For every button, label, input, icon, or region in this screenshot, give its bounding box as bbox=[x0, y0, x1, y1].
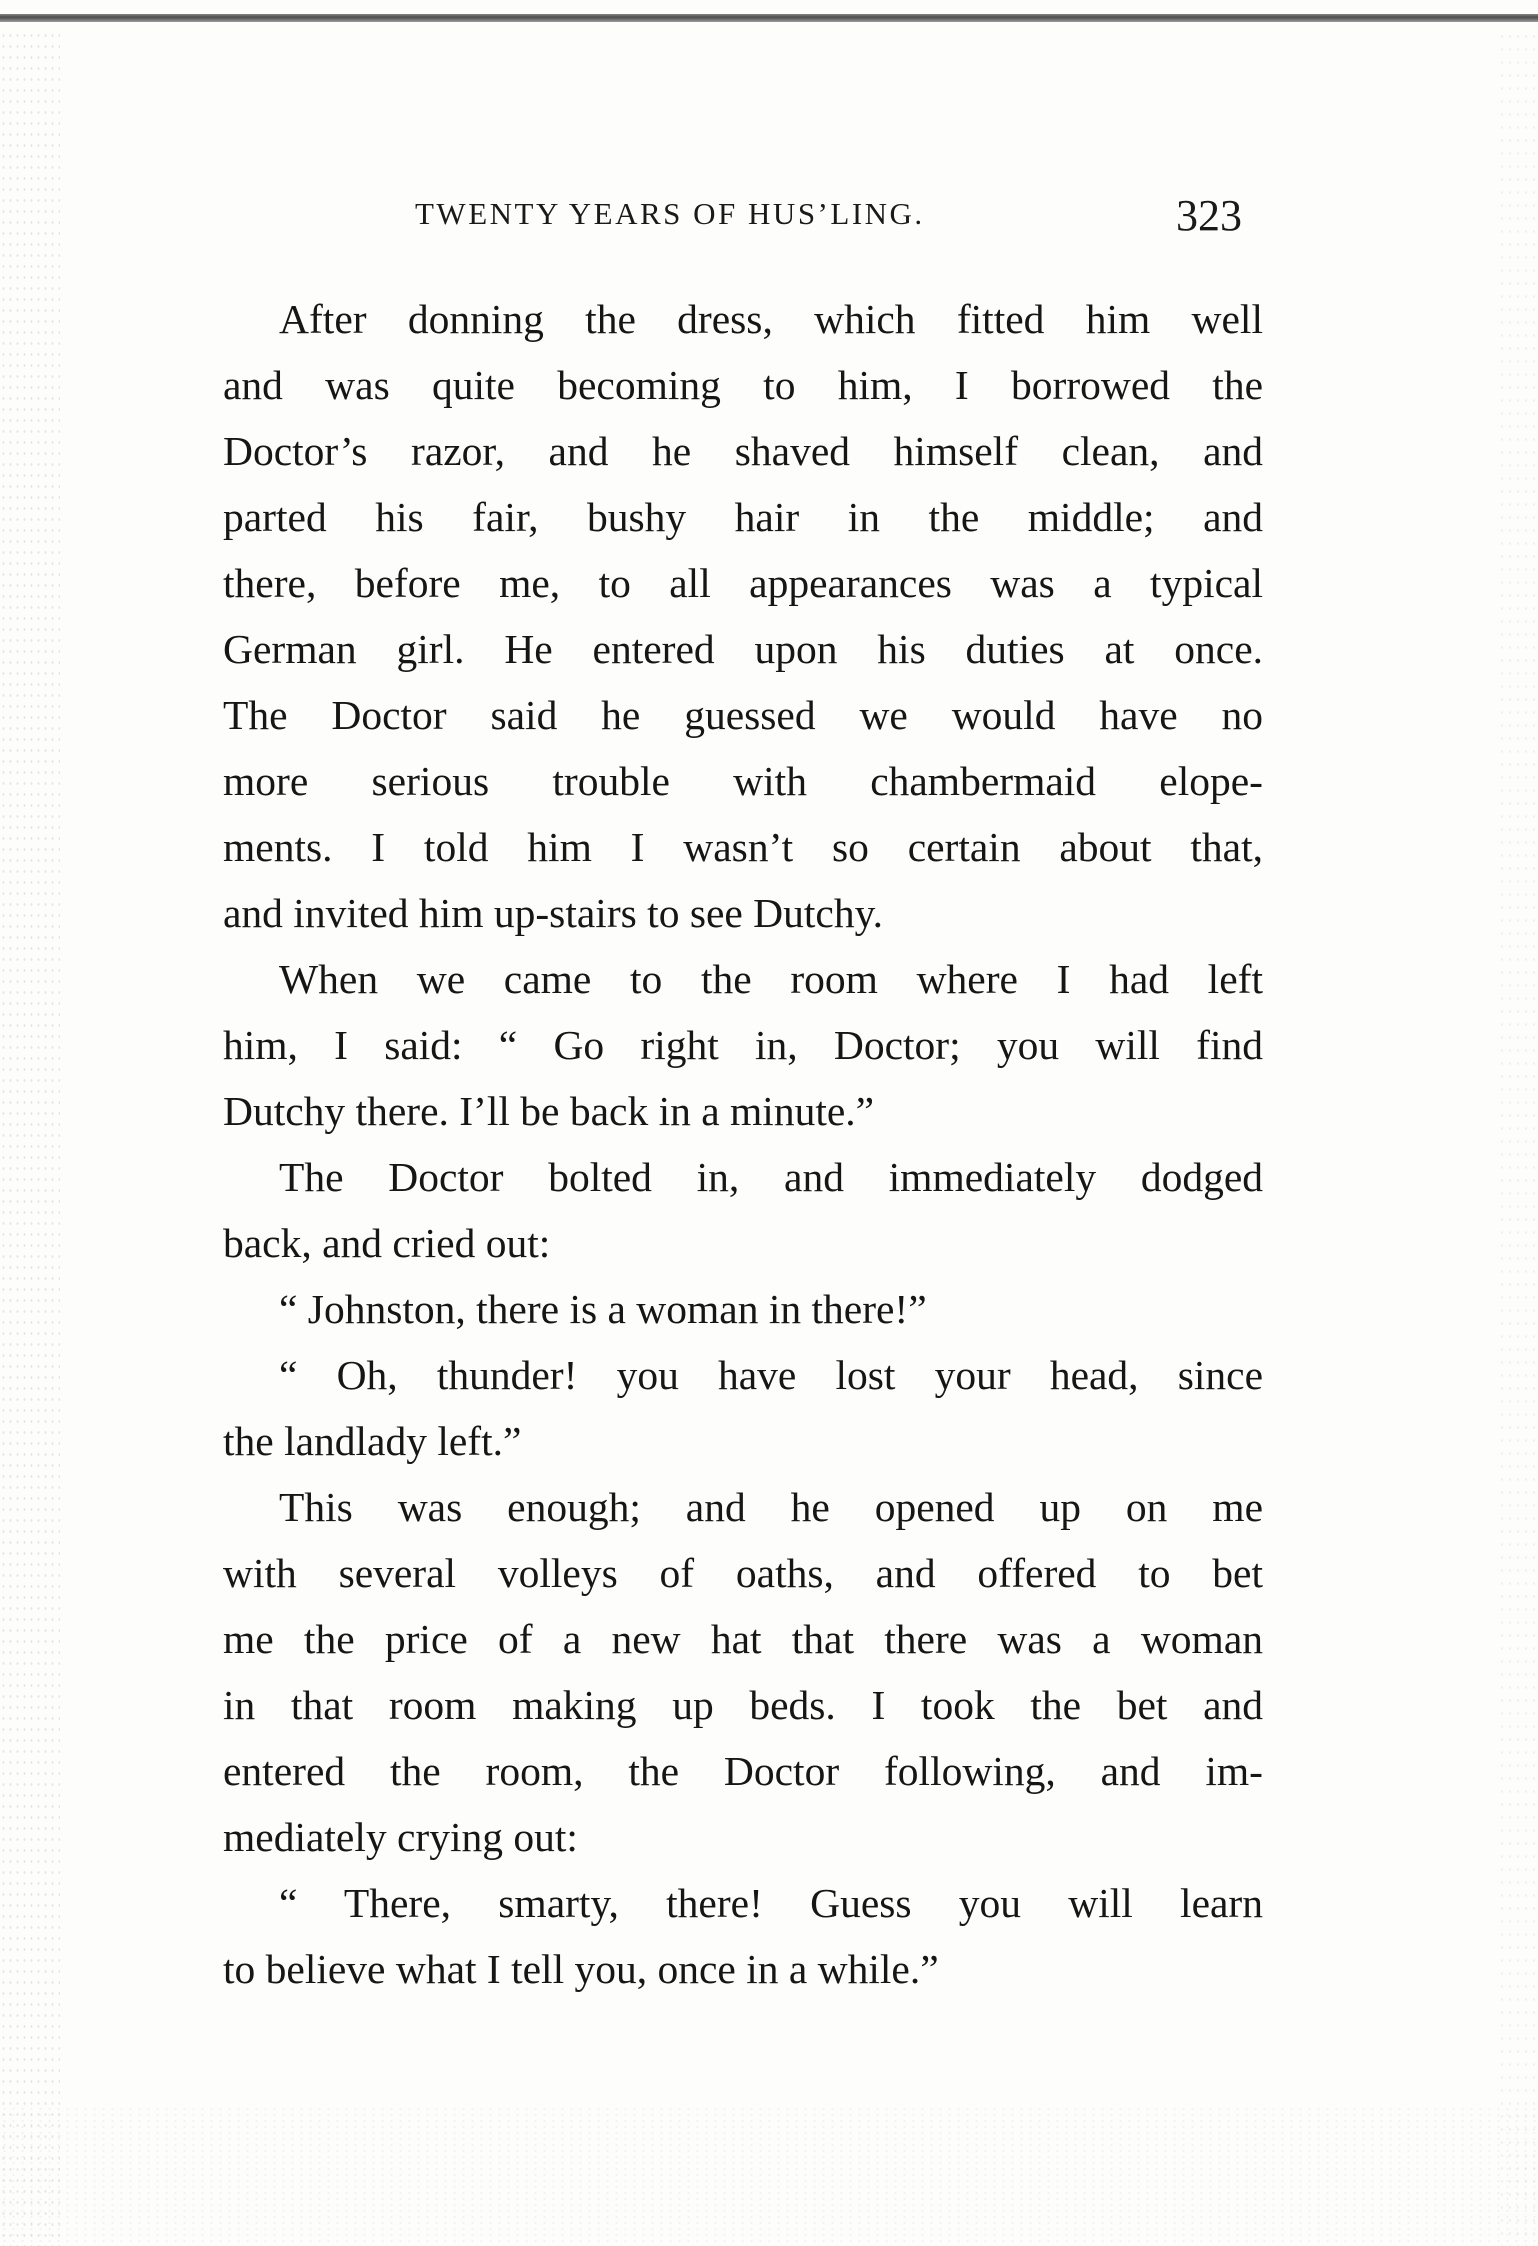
text-line: ments. I told him I wasn’t so certain about that, bbox=[223, 824, 1263, 870]
page-number: 323 bbox=[1176, 191, 1242, 240]
scan-noise-right bbox=[1498, 30, 1538, 2246]
scan-noise-bottom bbox=[0, 2106, 1538, 2246]
page-top-edge bbox=[0, 14, 1538, 22]
body-text bbox=[223, 286, 1263, 2002]
text-line: back, and cried out: bbox=[223, 1220, 551, 1266]
text-line: there, before me, to all appearances was a typical bbox=[223, 560, 1263, 606]
text-line: The Doctor said he guessed we would have no bbox=[223, 692, 1263, 738]
text-line: me the price of a new hat that there was a woman bbox=[223, 1616, 1263, 1662]
text-line: Dutchy there. I’ll be back in a minute.” bbox=[223, 1088, 875, 1134]
text-line: “ Oh, thunder! you have lost your head, since bbox=[279, 1352, 1263, 1398]
text-line: When we came to the room where I had left bbox=[279, 956, 1263, 1002]
text-line: and was quite becoming to him, I borrowed the bbox=[223, 362, 1263, 408]
scan-noise-left bbox=[0, 30, 60, 2246]
text-line: mediately crying out: bbox=[223, 1814, 578, 1860]
text-line: and invited him up-stairs to see Dutchy. bbox=[223, 890, 884, 936]
text-line: “ Johnston, there is a woman in there!” bbox=[279, 1286, 927, 1332]
text-line: entered the room, the Doctor following, and im- bbox=[223, 1748, 1263, 1794]
text-line: more serious trouble with chambermaid elope- bbox=[223, 758, 1263, 804]
text-line: parted his fair, bushy hair in the middle; and bbox=[223, 494, 1263, 540]
text-line: After donning the dress, which fitted him well bbox=[279, 296, 1263, 342]
text-line: in that room making up beds. I took the bet and bbox=[223, 1682, 1263, 1728]
text-line: the landlady left.” bbox=[223, 1418, 522, 1464]
text-line: Doctor’s razor, and he shaved himself clean, and bbox=[223, 428, 1263, 474]
text-line: with several volleys of oaths, and offered to bet bbox=[223, 1550, 1263, 1596]
running-title: TWENTY YEARS OF HUS’LING. bbox=[415, 196, 925, 231]
text-line: “ There, smarty, there! Guess you will learn bbox=[279, 1880, 1263, 1926]
text-line: to believe what I tell you, once in a while.” bbox=[223, 1946, 939, 1992]
text-line: The Doctor bolted in, and immediately dodged bbox=[279, 1154, 1263, 1200]
text-line: German girl. He entered upon his duties at once. bbox=[223, 626, 1263, 672]
text-line: him, I said: “ Go right in, Doctor; you will find bbox=[223, 1022, 1263, 1068]
text-line: This was enough; and he opened up on me bbox=[279, 1484, 1263, 1530]
